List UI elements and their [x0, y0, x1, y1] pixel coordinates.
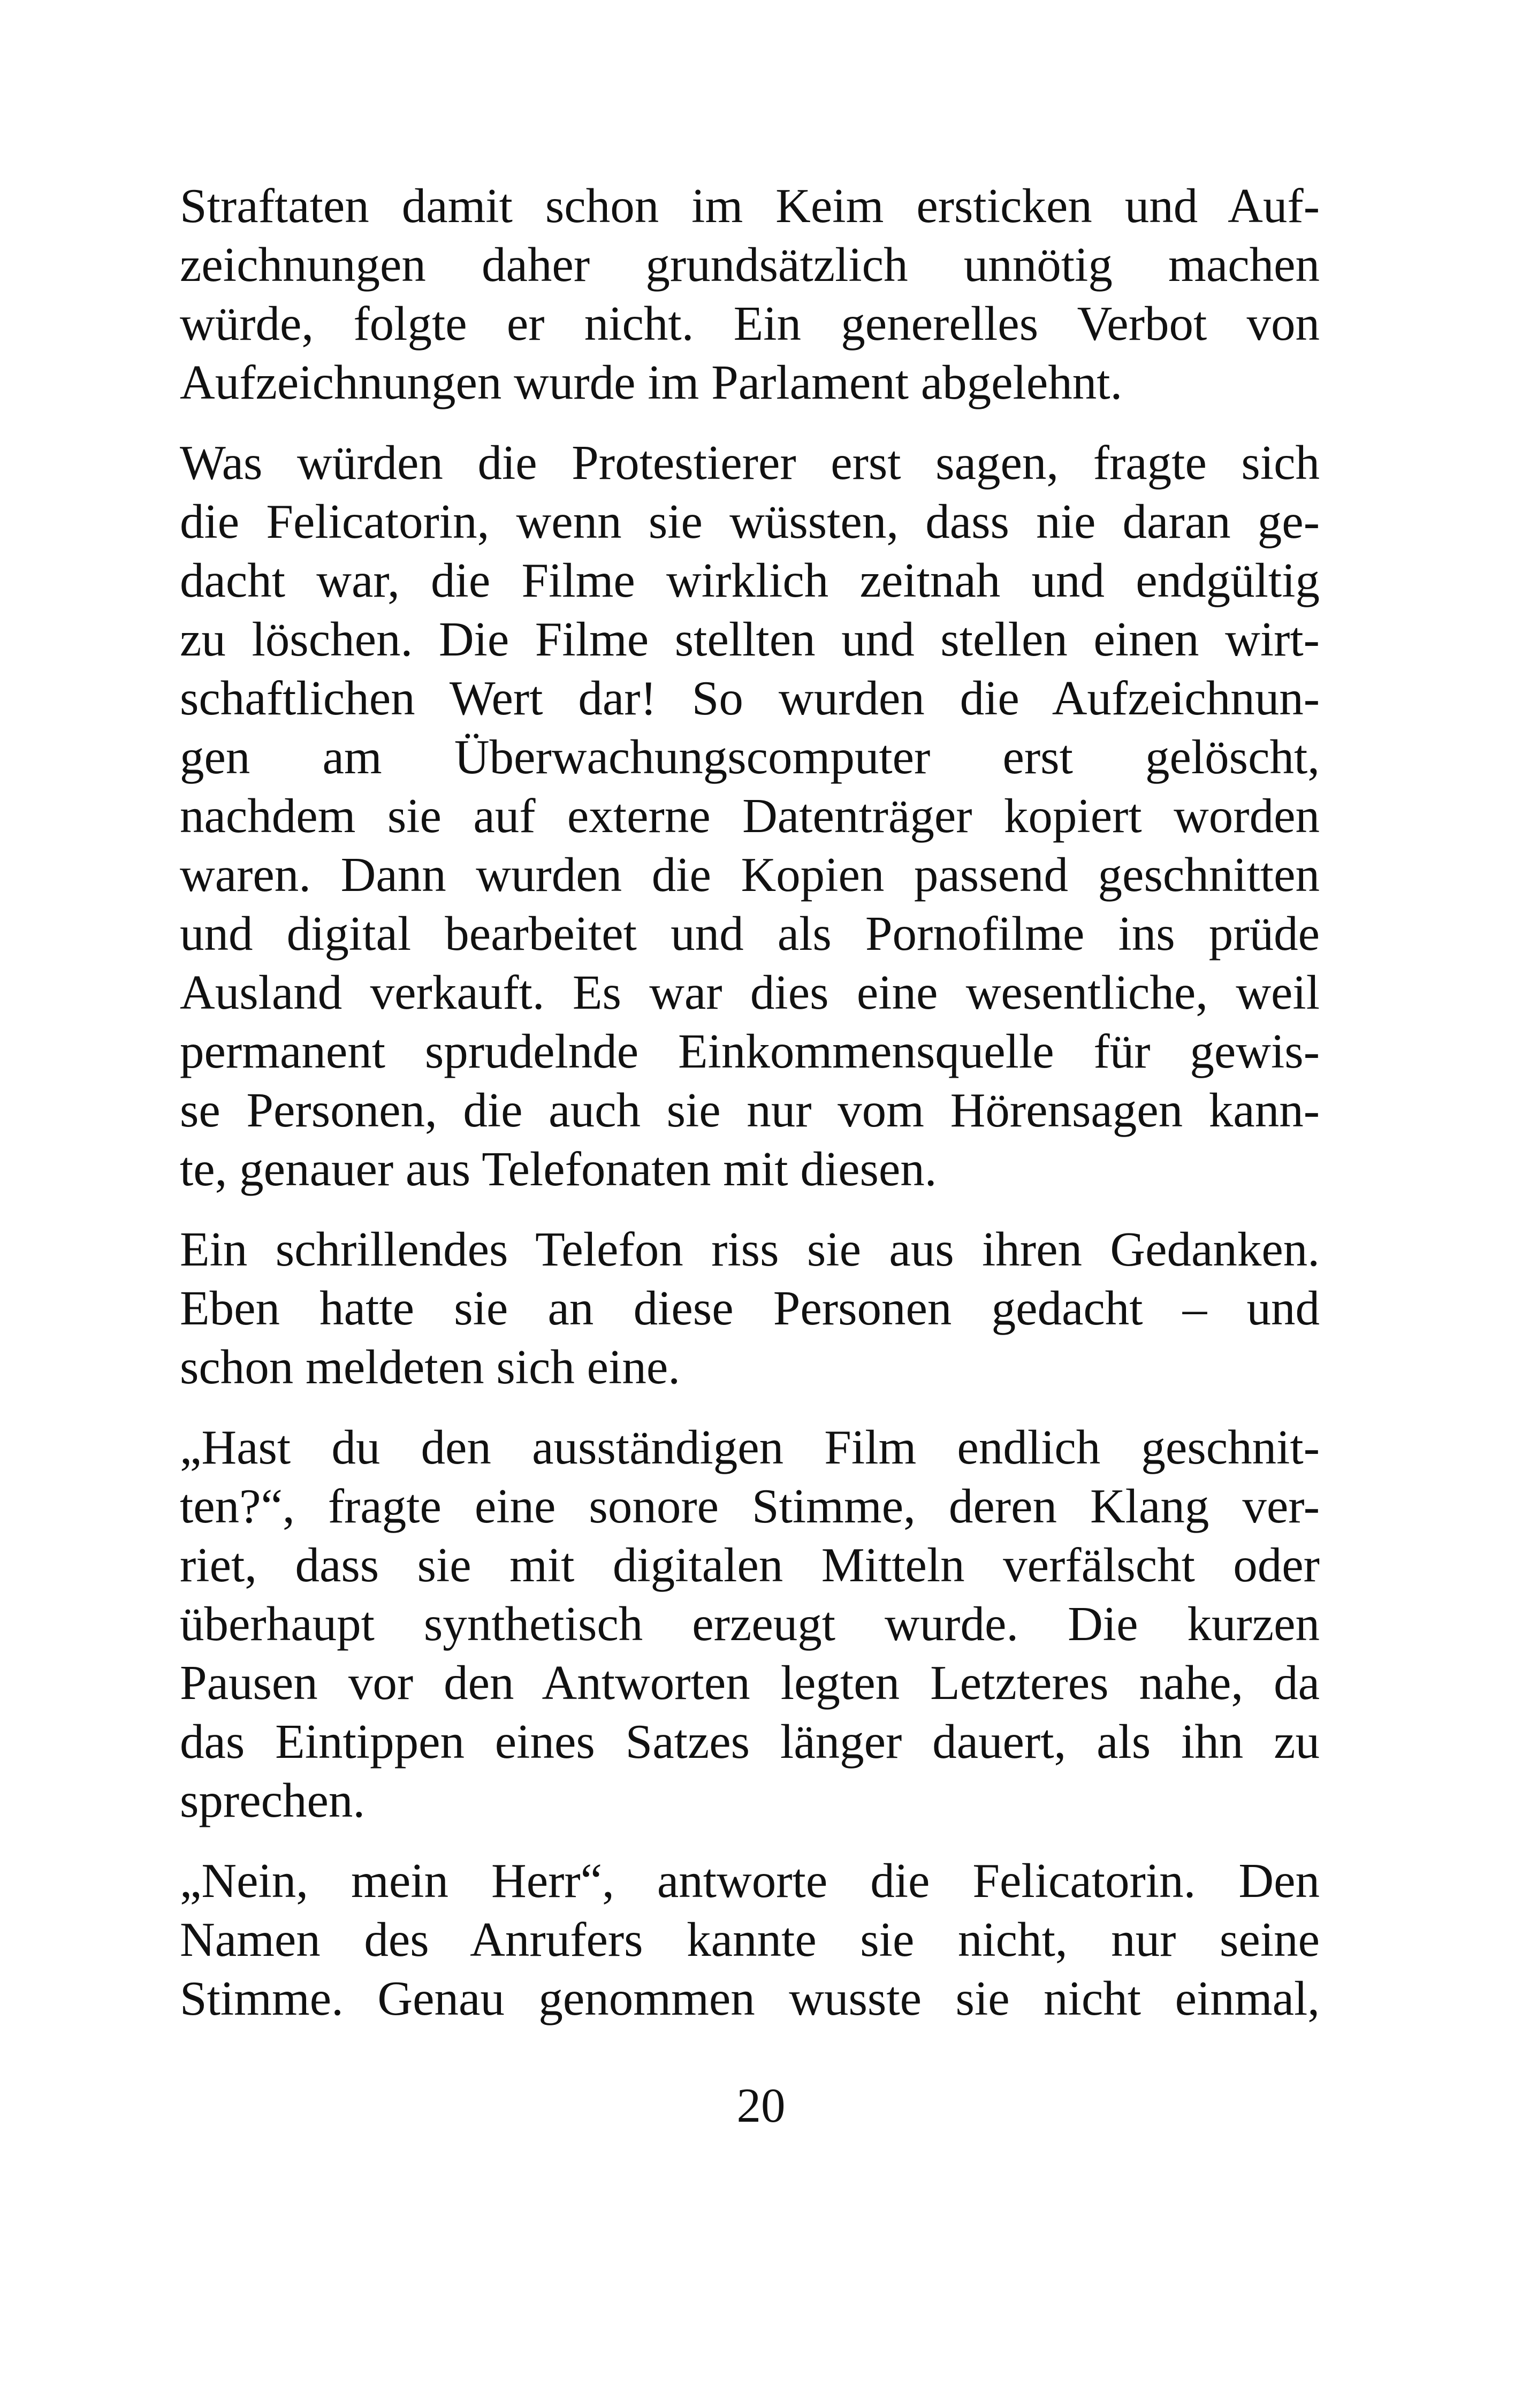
text-line: sprechen. [180, 1773, 366, 1827]
text-line: würde, folgte er nicht. Ein generelles Verbot von [180, 296, 1320, 350]
text-line: Ein schrillendes Telefon riss sie aus ihren Gedanken. [180, 1222, 1320, 1276]
text-line: die Felicatorin, wenn sie wüssten, dass nie daran ge- [180, 494, 1320, 548]
text-line: Straftaten damit schon im Keim ersticken und Auf- [180, 179, 1320, 233]
text-line: das Eintippen eines Satzes länger dauert, als ihn zu [180, 1714, 1320, 1769]
text-line: riet, dass sie mit digitalen Mitteln verfälscht oder [180, 1538, 1320, 1592]
text-line: Ausland verkauft. Es war dies eine wesentliche, weil [180, 965, 1320, 1019]
text-line: Stimme. Genau genommen wusste sie nicht einmal, [180, 1971, 1320, 2025]
text-line: Eben hatte sie an diese Personen gedacht – und [180, 1281, 1320, 1335]
text-line: nachdem sie auf externe Datenträger kopiert worden [180, 789, 1320, 843]
text-line: te, genauer aus Telefonaten mit diesen. [180, 1142, 937, 1196]
paragraph [180, 1418, 1320, 1830]
text-line: schaftlichen Wert dar! So wurden die Aufzeichnun- [180, 671, 1320, 725]
paragraph [180, 1220, 1320, 1397]
text-line: zu löschen. Die Filme stellten und stellen einen wirt- [180, 612, 1320, 666]
text-line: permanent sprudelnde Einkommensquelle für gewis- [180, 1024, 1320, 1078]
text-line: waren. Dann wurden die Kopien passend geschnitten [180, 848, 1320, 902]
body-text [180, 177, 1320, 2049]
paragraph [180, 177, 1320, 412]
page-number: 20 [736, 2078, 786, 2132]
text-line: Was würden die Protestierer erst sagen, fragte sich [180, 436, 1320, 490]
text-line: Namen des Anrufers kannte sie nicht, nur seine [180, 1912, 1320, 1967]
text-line: „Nein, mein Herr“, antworte die Felicatorin. Den [180, 1854, 1320, 1908]
text-line: Aufzeichnungen wurde im Parlament abgelehnt. [180, 355, 1123, 409]
text-line: gen am Überwachungscomputer erst gelöscht, [180, 730, 1320, 784]
text-line: zeichnungen daher grundsätzlich unnötig machen [180, 238, 1320, 292]
text-line: ten?“, fragte eine sonore Stimme, deren Klang ver- [180, 1479, 1320, 1533]
text-line: schon meldeten sich eine. [180, 1340, 680, 1394]
text-line: und digital bearbeitet und als Pornofilme ins prüde [180, 906, 1320, 961]
text-line: Pausen vor den Antworten legten Letzteres nahe, da [180, 1656, 1320, 1710]
text-line: se Personen, die auch sie nur vom Hörensagen kann- [180, 1083, 1320, 1137]
text-line: überhaupt synthetisch erzeugt wurde. Die kurzen [180, 1597, 1320, 1651]
paragraph [180, 1851, 1320, 2028]
paragraph [180, 433, 1320, 1199]
text-line: dacht war, die Filme wirklich zeitnah und endgültig [180, 553, 1320, 607]
text-line: „Hast du den ausständigen Film endlich geschnit- [180, 1420, 1320, 1474]
